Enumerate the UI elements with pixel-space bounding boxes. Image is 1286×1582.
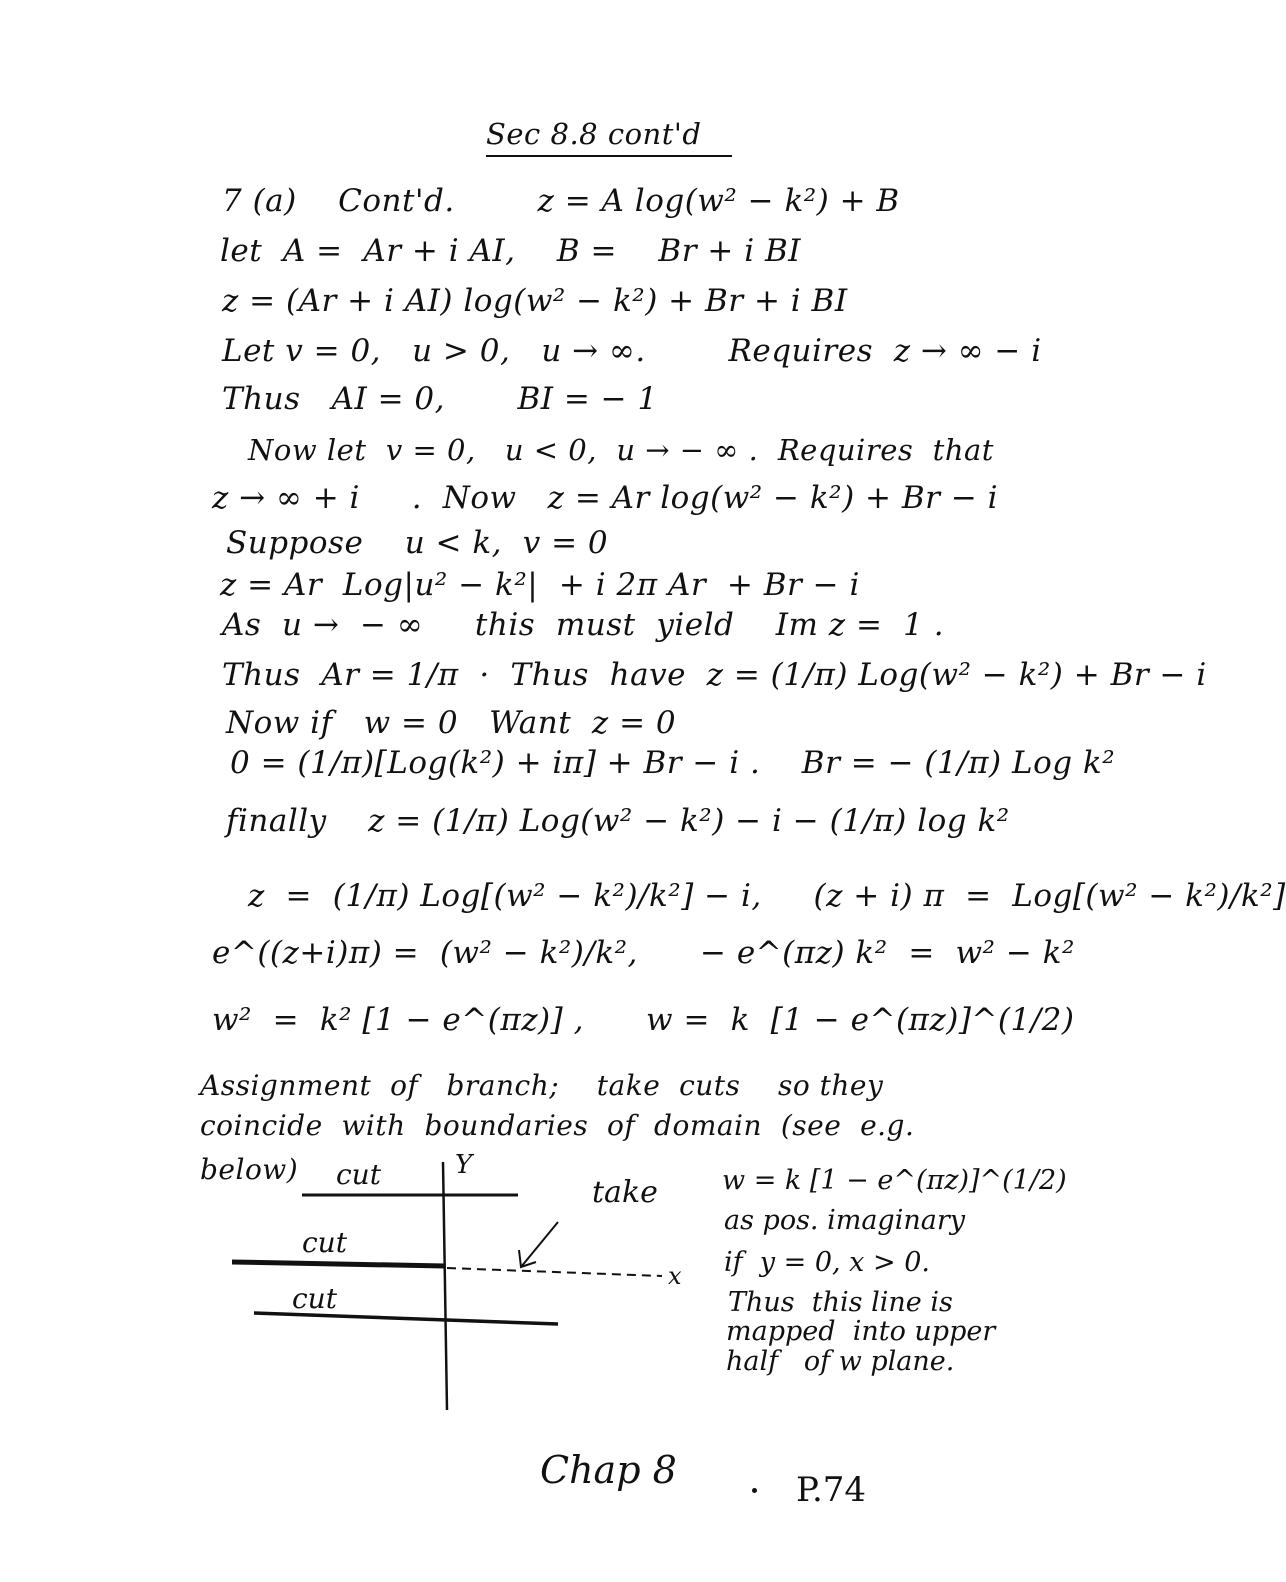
x-axis-dashed (447, 1268, 662, 1276)
chapter-label: Chap 8 (540, 1448, 677, 1492)
side-note-line: Thus this line is (728, 1287, 953, 1318)
side-note-line: as pos. imaginary (724, 1205, 965, 1236)
take-label: take (592, 1175, 658, 1210)
page-title: Sec 8.8 cont'd (486, 117, 702, 151)
text-line: Suppose u < k, v = 0 (226, 525, 609, 561)
side-note-line: half of w plane. (726, 1346, 955, 1377)
text-line: Assignment of branch; take cuts so they (200, 1069, 884, 1102)
text-line: below) (200, 1153, 299, 1186)
text-line: z = Ar Log|u² − k²| + i 2π Ar + Br − i (220, 567, 860, 603)
y-axis (443, 1162, 447, 1410)
cut-label-bottom: cut (292, 1282, 337, 1315)
y-axis-label: Y (455, 1150, 473, 1180)
x-axis-label: x (668, 1262, 682, 1290)
text-line: As u → − ∞ this must yield Im z = 1 . (222, 607, 945, 643)
text-line: Now let v = 0, u < 0, u → − ∞ . Requires that (248, 433, 994, 467)
text-line: z = (1/π) Log[(w² − k²)/k²] − i, (z + i) π = Log[(w² − k²)/k²] (248, 878, 1286, 914)
text-line: Let v = 0, u > 0, u → ∞. Requires z → ∞ − i (222, 333, 1042, 369)
text-line: Now if w = 0 Want z = 0 (226, 705, 677, 741)
text-line: e^((z+i)π) = (w² − k²)/k², − e^(πz) k² = w² − k² (212, 935, 1075, 971)
side-note-line: w = k [1 − e^(πz)]^(1/2) (722, 1165, 1067, 1196)
text-line: let A = Ar + i AI, B = Br + i BI (220, 233, 802, 269)
text-line: 7 (a) Cont'd. z = A log(w² − k²) + B (222, 183, 900, 219)
footer-dot (752, 1488, 757, 1493)
text-line: Thus AI = 0, BI = − 1 (222, 381, 658, 417)
page-number: P.74 (796, 1470, 867, 1510)
text-line: Thus Ar = 1/π · Thus have z = (1/π) Log(w² − k²) + Br − i (222, 657, 1207, 693)
side-note-line: mapped into upper (726, 1316, 996, 1347)
text-line: finally z = (1/π) Log(w² − k²) − i − (1/π) log k² (226, 803, 1010, 839)
text-line: z → ∞ + i . Now z = Ar log(w² − k²) + Br − i (212, 480, 999, 516)
arrow-shaft (521, 1222, 558, 1267)
text-line: w² = k² [1 − e^(πz)] , w = k [1 − e^(πz)]^(1/2) (212, 1002, 1075, 1038)
text-line: 0 = (1/π)[Log(k²) + iπ] + Br − i . Br = − (1/π) Log k² (230, 745, 1116, 781)
side-note-line: if y = 0, x > 0. (724, 1247, 930, 1278)
cut-label-middle: cut (302, 1226, 347, 1259)
text-line: coincide with boundaries of domain (see e.g. (200, 1109, 915, 1142)
cut-line-middle (232, 1262, 445, 1266)
text-line: z = (Ar + i AI) log(w² − k²) + Br + i BI (222, 283, 848, 319)
cut-label-top: cut (336, 1158, 381, 1191)
